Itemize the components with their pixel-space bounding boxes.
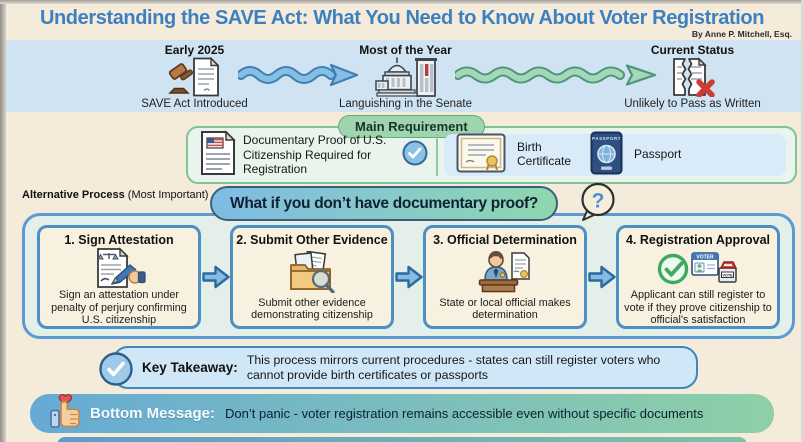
step-arrow-icon xyxy=(202,264,230,290)
page-edge-top xyxy=(0,0,804,4)
alternative-process-label-note: (Most Important) xyxy=(127,189,209,201)
next-section-cutoff-bar xyxy=(57,437,747,442)
key-takeaway-label: Key Takeaway: xyxy=(142,360,238,375)
capitol-icon xyxy=(375,57,437,97)
step-card-4 xyxy=(616,225,780,329)
timeline-label: Languishing in the Senate xyxy=(339,98,472,110)
step-card-2 xyxy=(230,225,394,329)
byline: By Anne P. Mitchell, Esq. xyxy=(691,29,792,39)
divider xyxy=(436,134,438,176)
alternative-process-panel xyxy=(22,213,795,339)
step-description: Applicant can still register to vote if they prove citizenship to official's satisfaction xyxy=(624,289,772,327)
bottom-message-label: Bottom Message: xyxy=(90,405,216,422)
page-edge-left xyxy=(0,0,6,442)
step-title: 1. Sign Attestation xyxy=(64,233,174,247)
birth-certificate-icon xyxy=(456,133,506,178)
svg-text:?: ? xyxy=(591,189,605,213)
accepted-documents-group xyxy=(444,134,786,176)
step-arrow-icon xyxy=(395,264,423,290)
main-requirement-heading: Main Requirement xyxy=(338,115,485,138)
timeline-event-status xyxy=(595,40,790,112)
gavel-document-icon xyxy=(168,57,222,97)
step-title: 3. Official Determination xyxy=(433,233,577,247)
key-takeaway-text: This process mirrors current procedures - states can still register voters who cannot provide birth certificates or passports xyxy=(246,353,661,382)
alternative-process-label xyxy=(22,189,208,201)
birth-certificate-label: Birth Certificate xyxy=(517,140,572,168)
step-description: State or local official makes determination xyxy=(439,296,571,322)
step-description: Submit other evidence demonstrating citizenship xyxy=(251,296,373,322)
key-takeaway-banner xyxy=(112,346,698,389)
question-bubble-icon xyxy=(578,182,618,227)
voter-card-label: VOTER xyxy=(696,254,714,261)
torn-document-icon xyxy=(670,57,716,97)
timeline-label: Unlikely to Pass as Written xyxy=(624,98,761,110)
passport-icon xyxy=(590,131,623,180)
step-arrow-icon xyxy=(588,264,616,290)
flag-document-icon xyxy=(200,130,236,181)
passport-label: Passport xyxy=(634,147,682,162)
passport-cover-label: PASSPORT xyxy=(592,135,621,141)
ballot-box-label: VOTE xyxy=(722,273,733,278)
timeline-period: Early 2025 xyxy=(164,43,225,57)
step-title: 4. Registration Approval xyxy=(625,233,770,247)
approval-check-voter-icon xyxy=(657,247,739,289)
bottom-message-text: Don’t panic - voter registration remains accessible even without specific documents xyxy=(225,406,704,421)
evidence-folder-icon xyxy=(288,247,336,297)
requirement-text: Documentary Proof of U.S. Citizenship Required for Registration xyxy=(243,133,387,177)
timeline-period: Most of the Year xyxy=(359,43,452,57)
step-card-1 xyxy=(37,225,201,329)
official-icon xyxy=(478,247,532,297)
attestation-icon xyxy=(92,247,146,289)
step-card-3 xyxy=(423,225,587,329)
page-title: Understanding the SAVE Act: What You Need to Know About Voter Registration xyxy=(39,7,765,29)
timeline-period: Current Status xyxy=(650,43,735,57)
step-description: Sign an attestation under penalty of perjury confirming U.S. citizenship xyxy=(51,289,187,327)
takeaway-check-icon xyxy=(98,351,134,392)
thumbs-up-heart-icon xyxy=(48,393,80,434)
bottom-message-banner xyxy=(30,394,774,433)
requirement-group xyxy=(200,132,432,178)
steps-row xyxy=(37,225,780,329)
timeline-band xyxy=(0,40,804,112)
question-banner: What if you don’t have documentary proof? xyxy=(210,186,558,221)
main-requirement-panel xyxy=(186,119,797,184)
check-circle-icon xyxy=(402,140,428,171)
step-title: 2. Submit Other Evidence xyxy=(236,233,388,247)
alternative-process-label-bold: Alternative Process xyxy=(22,189,125,201)
timeline-label: SAVE Act Introduced xyxy=(141,98,248,110)
